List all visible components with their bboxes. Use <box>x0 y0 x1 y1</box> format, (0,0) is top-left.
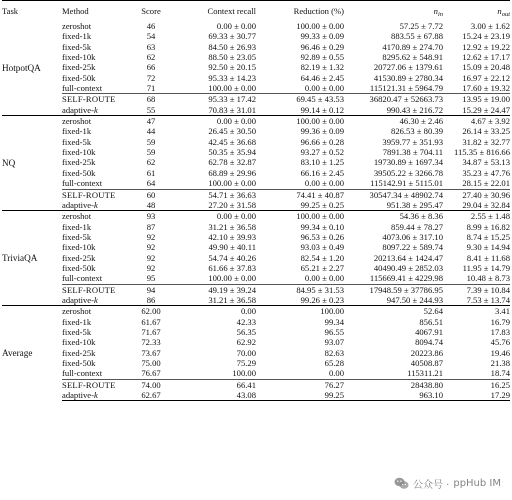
n-in-cell: 115121.31 ± 5964.79 <box>369 83 443 94</box>
score-cell: 71.67 <box>141 326 161 337</box>
header-n-out: $n_{out}$ <box>443 1 510 22</box>
n-out-cell: 115.35 ± 816.66 <box>454 147 510 158</box>
score-cell: 55 <box>146 104 156 115</box>
header-task: Task <box>2 1 62 22</box>
n-in-cell: 20223.86 <box>410 347 443 358</box>
method-cell: fixed-10k <box>62 242 96 253</box>
context-recall-cell: 31.21 ± 36.58 <box>208 221 256 232</box>
header-score: Score <box>134 1 168 22</box>
context-recall-cell: 70.83 ± 31.01 <box>208 104 256 115</box>
table-row <box>2 242 510 252</box>
context-recall-cell: 0.00 ± 0.00 <box>168 116 256 127</box>
header-method: Method <box>62 1 134 22</box>
reduction-cell: 99.25 ± 0.25 <box>300 199 344 210</box>
score-cell: 62.67 <box>134 390 168 401</box>
context-recall-cell: 69.33 ± 30.77 <box>208 31 256 42</box>
context-recall-cell: 26.45 ± 30.50 <box>208 126 256 137</box>
context-recall-cell: 42.10 ± 39.93 <box>208 231 256 242</box>
context-recall-cell: 62.78 ± 32.87 <box>208 157 256 168</box>
reduction-cell: 93.27 ± 0.52 <box>300 147 344 158</box>
method-cell: full-context <box>62 273 103 284</box>
n-in-cell: 52.64 <box>344 306 443 317</box>
score-cell: 48 <box>146 199 156 210</box>
context-recall-cell: 95.33 ± 17.42 <box>168 94 256 105</box>
score-cell: 76.67 <box>141 368 161 379</box>
n-out-cell: 11.95 ± 14.79 <box>462 262 510 273</box>
reduction-cell: 84.95 ± 31.53 <box>256 284 344 295</box>
n-out-cell: 28.15 ± 22.01 <box>462 178 510 189</box>
score-cell: 71 <box>146 83 156 94</box>
reduction-cell: 83.10 ± 1.25 <box>300 157 344 168</box>
n-out-cell: 17.60 ± 19.32 <box>462 83 510 94</box>
score-cell: 92 <box>146 242 156 253</box>
table-row <box>2 178 510 189</box>
n-out-cell: 31.82 ± 32.77 <box>462 136 510 147</box>
k-italic: k <box>93 104 98 115</box>
method-cell: fixed-10k <box>62 147 96 158</box>
score-cell: 95 <box>146 273 156 284</box>
n-in-cell: 8094.74 <box>415 337 443 348</box>
reduction-cell: 99.36 ± 0.09 <box>300 126 344 137</box>
n-in-cell: 41530.89 ± 2780.34 <box>373 72 443 83</box>
n-out-cell: 7.39 ± 10.84 <box>443 284 510 295</box>
n-in-cell: 115669.41 ± 4229.98 <box>369 273 443 284</box>
score-cell: 66 <box>146 62 156 73</box>
n-in-cell: 859.44 ± 78.27 <box>391 221 443 232</box>
table-row <box>2 62 510 72</box>
n-out-cell: 29.04 ± 32.84 <box>462 199 510 210</box>
context-recall-cell: 56.35 <box>236 326 256 337</box>
header-reduction: Reduction (%) <box>256 1 344 22</box>
context-recall-cell: 95.33 ± 14.23 <box>208 72 256 83</box>
reduction-cell: 76.27 <box>256 379 344 390</box>
table-row <box>2 337 510 347</box>
n-in-cell: 883.55 ± 67.88 <box>391 31 443 42</box>
score-cell: 54 <box>146 31 156 42</box>
watermark <box>391 475 504 492</box>
table-row <box>2 273 510 284</box>
method-cell: fixed-1k <box>62 316 92 327</box>
n-in-cell: 17948.59 ± 37786.95 <box>344 284 443 295</box>
table-row <box>2 348 510 358</box>
wechat-icon <box>394 477 409 490</box>
task-label: HotpotQA <box>2 62 41 73</box>
n-out-cell: 4.67 ± 3.92 <box>443 116 510 127</box>
n-out-cell: 2.55 ± 1.48 <box>443 211 510 222</box>
score-cell: 63 <box>146 41 156 52</box>
k-italic: k <box>93 199 98 210</box>
context-recall-cell: 42.33 <box>236 316 256 327</box>
reduction-cell: 100.00 ± 0.00 <box>256 211 344 222</box>
n-out-cell: 16.25 <box>443 379 510 390</box>
watermark-text-2: ppHub IM <box>453 478 501 489</box>
n-in-cell: 4170.89 ± 274.70 <box>382 41 443 52</box>
reduction-cell: 96.66 ± 0.28 <box>300 136 344 147</box>
n-out-cell: 35.23 ± 47.76 <box>462 167 510 178</box>
score-cell: 64 <box>146 178 156 189</box>
n-in-cell: 19730.89 ± 1697.34 <box>373 157 443 168</box>
score-cell: 61.67 <box>141 316 161 327</box>
table-row-extra <box>2 295 510 306</box>
reduction-cell: 82.19 ± 1.32 <box>300 62 344 73</box>
n-in-cell: 4073.06 ± 317.10 <box>382 231 443 242</box>
n-in-cell: 7891.38 ± 704.11 <box>382 147 443 158</box>
reduction-cell: 96.53 ± 0.26 <box>300 231 344 242</box>
method-cell: adaptive-k <box>62 294 98 305</box>
n-out-cell: 8.74 ± 15.25 <box>466 231 510 242</box>
context-recall-cell: 50.35 ± 35.94 <box>208 147 256 158</box>
n-in-cell: 856.51 <box>419 316 443 327</box>
score-cell: 47 <box>134 116 168 127</box>
table-row-extra <box>2 200 510 211</box>
n-in-cell: 947.50 ± 244.93 <box>386 294 443 305</box>
table-row <box>2 137 510 147</box>
method-cell: adaptive-k <box>62 390 134 401</box>
method-cell: fixed-10k <box>62 337 96 348</box>
table-row <box>2 116 510 127</box>
context-recall-cell: 75.29 <box>236 358 256 368</box>
method-cell: fixed-25k <box>62 347 96 358</box>
n-out-cell: 16.79 <box>490 316 510 327</box>
score-cell: 72 <box>146 72 156 83</box>
reduction-cell: 66.16 ± 2.45 <box>300 167 344 178</box>
score-cell: 86 <box>146 294 156 305</box>
header-context-recall: Context recall <box>168 1 256 22</box>
method-cell: adaptive-k <box>62 199 98 210</box>
method-cell: fixed-1k <box>62 126 92 137</box>
n-out-cell: 45.76 <box>490 337 510 348</box>
reduction-cell: 82.63 <box>324 347 344 358</box>
reduction-cell: 96.46 ± 0.29 <box>300 41 344 52</box>
table-row <box>2 358 510 368</box>
method-cell: adaptive-k <box>62 104 98 115</box>
n-in-cell: 40508.87 <box>410 358 443 368</box>
table-row <box>2 211 510 222</box>
context-recall-cell: 0.00 ± 0.00 <box>216 21 256 31</box>
reduction-cell: 99.33 ± 0.09 <box>300 31 344 42</box>
context-recall-cell: 92.50 ± 20.15 <box>208 62 256 73</box>
method-cell: fixed-5k <box>62 231 92 242</box>
n-in-cell: 57.25 ± 7.72 <box>399 21 443 31</box>
table-row <box>2 73 510 83</box>
n-in-cell: 46.30 ± 2.46 <box>344 116 443 127</box>
table-row <box>2 368 510 379</box>
method-cell: fixed-5k <box>62 136 92 147</box>
method-cell: fixed-25k <box>62 62 96 73</box>
score-cell: 62 <box>146 157 156 168</box>
context-recall-cell: 54.74 ± 40.26 <box>208 252 256 263</box>
watermark-text: 公众号 · <box>412 480 450 491</box>
table-row <box>2 31 510 41</box>
score-cell: 60 <box>134 189 168 200</box>
method-cell: fixed-5k <box>62 41 92 52</box>
n-out-cell: 21.38 <box>490 358 510 368</box>
reduction-cell: 100.00 ± 0.00 <box>296 21 344 31</box>
reduction-cell: 100.00 <box>256 306 344 317</box>
method-cell: SELF-ROUTE <box>62 379 134 390</box>
table-row <box>2 21 510 31</box>
table-row <box>2 42 510 52</box>
context-recall-cell: 100.00 ± 0.00 <box>208 83 256 94</box>
n-in-cell: 54.36 ± 8.36 <box>344 211 443 222</box>
score-cell: 59 <box>146 136 156 147</box>
n-out-cell: 26.14 ± 33.25 <box>462 126 510 137</box>
n-out-cell: 10.48 ± 8.73 <box>466 273 510 284</box>
table-row <box>2 157 510 167</box>
k-italic: k <box>93 390 98 401</box>
table-row <box>2 327 510 337</box>
method-cell: full-context <box>62 368 103 379</box>
reduction-cell: 82.54 ± 1.20 <box>300 252 344 263</box>
method-cell: SELF-ROUTE <box>62 94 134 105</box>
score-cell: 59 <box>146 147 156 158</box>
reduction-cell: 69.45 ± 43.53 <box>256 94 344 105</box>
reduction-cell: 64.46 ± 2.45 <box>300 72 344 83</box>
n-out-cell: 8.41 ± 11.68 <box>466 252 510 263</box>
table-row <box>2 222 510 232</box>
n-out-cell: 7.53 ± 13.74 <box>466 294 510 305</box>
reduction-cell: 0.00 <box>328 368 344 379</box>
reduction-cell: 92.89 ± 0.55 <box>300 52 344 63</box>
method-cell: fixed-50k <box>62 358 96 368</box>
reduction-cell: 74.41 ± 40.87 <box>256 189 344 200</box>
reduction-cell: 0.00 ± 0.00 <box>304 178 344 189</box>
n-out-cell: 12.92 ± 19.22 <box>462 41 510 52</box>
context-recall-cell: 42.45 ± 36.68 <box>208 136 256 147</box>
reduction-cell: 93.03 ± 0.49 <box>300 242 344 253</box>
reduction-cell: 65.21 ± 2.27 <box>300 262 344 273</box>
table-row <box>2 263 510 273</box>
reduction-cell: 93.07 <box>324 337 344 348</box>
n-out-cell: 15.09 ± 20.48 <box>462 62 510 73</box>
reduction-cell: 99.34 ± 0.10 <box>300 221 344 232</box>
method-cell: zeroshot <box>62 21 92 31</box>
score-cell: 62.00 <box>134 306 168 317</box>
context-recall-cell: 62.92 <box>236 337 256 348</box>
table-row-extra <box>2 390 510 401</box>
score-cell: 94 <box>134 284 168 295</box>
n-out-cell: 17.83 <box>490 326 510 337</box>
table-row-extra <box>2 94 510 105</box>
table-row <box>2 306 510 317</box>
table-row-extra <box>2 189 510 200</box>
table-row-extra <box>2 284 510 295</box>
context-recall-cell: 88.50 ± 23.05 <box>208 52 256 63</box>
method-cell: fixed-50k <box>62 167 96 178</box>
n-in-cell: 20727.06 ± 1379.61 <box>373 62 443 73</box>
context-recall-cell: 54.71 ± 36.63 <box>168 189 256 200</box>
table-row-extra <box>2 105 510 116</box>
table-row-extra <box>2 379 510 390</box>
reduction-cell: 99.25 <box>256 390 344 401</box>
method-cell: zeroshot <box>62 211 134 222</box>
n-out-cell: 15.29 ± 24.47 <box>462 104 510 115</box>
n-in-cell: 20213.64 ± 1424.47 <box>373 252 443 263</box>
n-in-cell: 826.53 ± 80.39 <box>391 126 443 137</box>
table-row <box>2 126 510 136</box>
method-cell: fixed-25k <box>62 157 96 168</box>
n-in-cell: 4067.91 <box>415 326 443 337</box>
context-recall-cell: 68.89 ± 29.96 <box>208 167 256 178</box>
score-cell: 44 <box>146 126 156 137</box>
context-recall-cell: 0.00 <box>168 306 256 317</box>
context-recall-cell: 43.08 <box>168 390 256 401</box>
header-n-in: $n_{in}$ <box>344 1 443 22</box>
n-in-cell: 963.10 <box>344 390 443 401</box>
method-cell: fixed-1k <box>62 31 92 42</box>
task-label: NQ <box>2 116 62 211</box>
score-cell: 92 <box>146 262 156 273</box>
results-table <box>2 0 510 401</box>
method-cell: fixed-25k <box>62 252 96 263</box>
n-out-cell: 19.46 <box>490 347 510 358</box>
context-recall-cell: 31.21 ± 36.58 <box>208 294 256 305</box>
k-italic: k <box>93 294 98 305</box>
method-cell: fixed-1k <box>62 221 92 232</box>
reduction-cell: 99.34 <box>324 316 344 327</box>
method-cell: fixed-50k <box>62 72 96 83</box>
method-cell: SELF-ROUTE <box>62 284 134 295</box>
score-cell: 73.67 <box>141 347 161 358</box>
context-recall-cell: 66.41 <box>168 379 256 390</box>
n-out-cell: 27.40 ± 30.96 <box>443 189 510 200</box>
table-row <box>2 147 510 157</box>
score-cell: 87 <box>146 221 156 232</box>
reduction-cell: 96.55 <box>324 326 344 337</box>
n-in-cell: 990.43 ± 216.72 <box>386 104 443 115</box>
task-label: TriviaQA <box>2 211 62 306</box>
context-recall-cell: 27.20 ± 31.58 <box>208 199 256 210</box>
context-recall-cell: 49.90 ± 40.11 <box>208 242 256 253</box>
context-recall-cell: 49.19 ± 39.24 <box>168 284 256 295</box>
score-cell: 68 <box>134 94 168 105</box>
method-cell: fixed-10k <box>62 52 96 63</box>
n-in-cell: 115142.91 ± 5115.01 <box>370 178 443 189</box>
table-row <box>2 317 510 327</box>
n-out-cell: 16.97 ± 22.12 <box>462 72 510 83</box>
method-cell: fixed-50k <box>62 262 96 273</box>
table-row <box>2 232 510 242</box>
n-in-cell: 115311.21 <box>407 368 443 379</box>
n-out-cell: 3.41 <box>443 306 510 317</box>
n-out-cell: 18.74 <box>490 368 510 379</box>
n-out-cell: 15.24 ± 23.19 <box>462 31 510 42</box>
n-in-cell: 28438.80 <box>344 379 443 390</box>
table-row <box>2 52 510 62</box>
n-out-cell: 3.00 ± 1.62 <box>470 21 510 31</box>
table-row <box>2 168 510 178</box>
task-label: Average <box>2 306 62 401</box>
method-cell: zeroshot <box>62 116 134 127</box>
method-cell: SELF-ROUTE <box>62 189 134 200</box>
n-in-cell: 8097.22 ± 589.74 <box>382 242 443 253</box>
score-cell: 75.00 <box>141 358 161 368</box>
score-cell: 46 <box>146 21 156 31</box>
score-cell: 72.33 <box>141 337 161 348</box>
n-out-cell: 12.62 ± 17.17 <box>462 52 510 63</box>
method-cell: zeroshot <box>62 306 134 317</box>
score-cell: 74.00 <box>134 379 168 390</box>
context-recall-cell: 61.66 ± 37.83 <box>208 262 256 273</box>
score-cell: 93 <box>134 211 168 222</box>
n-in-cell: 951.38 ± 295.47 <box>386 199 443 210</box>
method-cell: full-context <box>62 178 103 189</box>
score-cell: 92 <box>146 231 156 242</box>
n-in-cell: 36820.47 ± 52663.73 <box>344 94 443 105</box>
n-out-cell: 17.29 <box>443 390 510 401</box>
context-recall-cell: 100.00 ± 0.00 <box>208 178 256 189</box>
method-cell: fixed-5k <box>62 326 92 337</box>
reduction-cell: 0.00 ± 0.00 <box>304 83 344 94</box>
context-recall-cell: 0.00 ± 0.00 <box>168 211 256 222</box>
context-recall-cell: 100.00 <box>232 368 256 379</box>
context-recall-cell: 84.50 ± 26.93 <box>208 41 256 52</box>
score-cell: 92 <box>146 252 156 263</box>
reduction-cell: 99.26 ± 0.23 <box>300 294 344 305</box>
reduction-cell: 99.14 ± 0.12 <box>300 104 344 115</box>
context-recall-cell: 70.00 <box>236 347 256 358</box>
n-in-cell: 30547.34 ± 48902.74 <box>344 189 443 200</box>
n-in-cell: 39505.22 ± 3266.78 <box>373 167 443 178</box>
context-recall-cell: 100.00 ± 0.00 <box>208 273 256 284</box>
reduction-cell: 0.00 ± 0.00 <box>304 273 344 284</box>
n-out-cell: 9.30 ± 14.94 <box>466 242 510 253</box>
table-row <box>2 253 510 263</box>
n-out-cell: 13.95 ± 19.00 <box>443 94 510 105</box>
n-out-cell: 8.99 ± 16.82 <box>466 221 510 232</box>
n-in-cell: 8295.62 ± 548.91 <box>382 52 443 63</box>
reduction-cell: 100.00 ± 0.00 <box>256 116 344 127</box>
score-cell: 62 <box>146 52 156 63</box>
table-row <box>2 83 510 94</box>
reduction-cell: 65.28 <box>324 358 344 368</box>
n-out-cell: 34.87 ± 53.13 <box>462 157 510 168</box>
score-cell: 61 <box>146 167 156 178</box>
n-in-cell: 40490.49 ± 2852.03 <box>373 262 443 273</box>
n-in-cell: 3959.77 ± 351.93 <box>382 136 443 147</box>
method-cell: full-context <box>62 83 103 94</box>
